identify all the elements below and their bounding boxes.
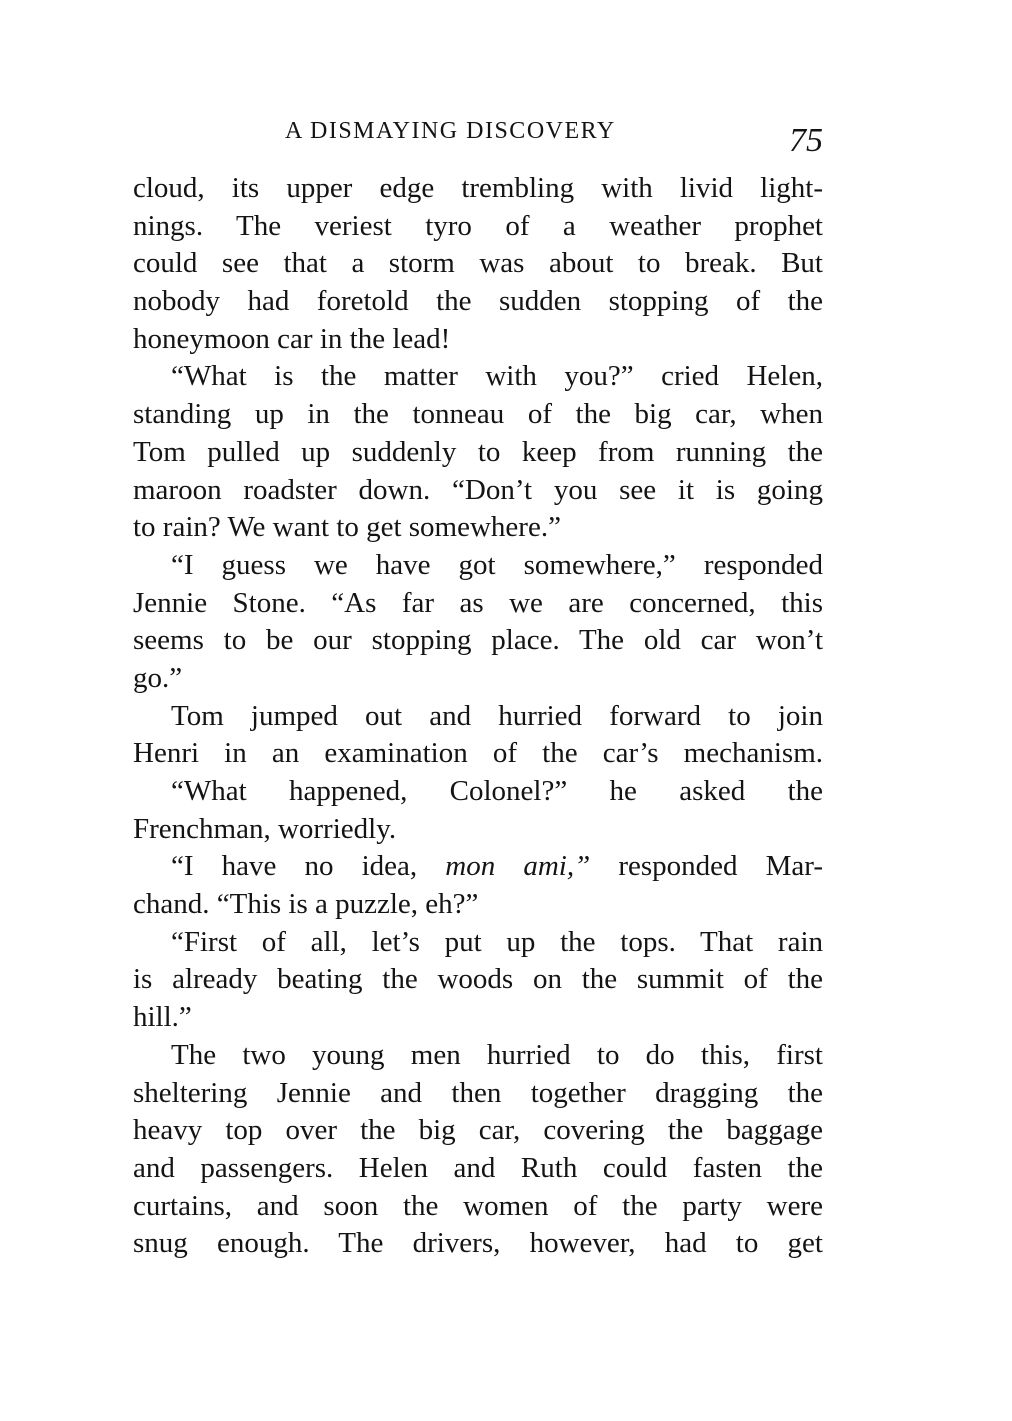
text-line: cloud, its upper edge trembling with livid light-	[133, 172, 823, 204]
text-line-with-italic	[133, 848, 823, 886]
text-line: nobody had foretold the sudden stopping of the	[133, 285, 823, 318]
text-line: could see that a storm was about to break. But	[133, 247, 823, 280]
text-line: to rain? We want to get somewhere.”	[133, 511, 561, 544]
text-line: “What is the matter with you?” cried Helen,	[171, 360, 823, 393]
text-line: hill.”	[133, 1001, 192, 1034]
text-line: standing up in the tonneau of the big car, when	[133, 398, 823, 431]
body-text	[133, 170, 823, 1263]
running-title: A DISMAYING DISCOVERY	[285, 118, 616, 144]
text-line: “What happened, Colonel?” he asked the	[171, 775, 823, 807]
text-line: snug enough. The drivers, however, had to get	[133, 1227, 823, 1260]
text-line: maroon roadster down. “Don’t you see it is going	[133, 473, 823, 506]
page-number: 75	[789, 122, 823, 159]
text-segment: “I have no idea,	[171, 850, 446, 883]
text-segment: responded Mar-	[590, 850, 823, 883]
text-line: and passengers. Helen and Ruth could fasten the	[133, 1151, 823, 1184]
running-head	[133, 112, 823, 162]
text-line: sheltering Jennie and then together dragging the	[133, 1076, 823, 1109]
text-line: “First of all, let’s put up the tops. That rain	[171, 925, 823, 958]
text-line: Tom jumped out and hurried forward to join	[171, 699, 823, 732]
italic-phrase: mon ami,”	[445, 850, 591, 883]
text-line: honeymoon car in the lead!	[133, 322, 451, 355]
text-line: nings. The veriest tyro of a weather prophet	[133, 209, 823, 242]
text-line: Tom pulled up suddenly to keep from running the	[133, 435, 823, 468]
text-line: go.”	[133, 661, 183, 694]
text-line: Frenchman, worriedly.	[133, 812, 397, 845]
text-line: The two young men hurried to do this, first	[171, 1038, 823, 1071]
text-line: Jennie Stone. “As far as we are concerned, this	[133, 586, 823, 619]
text-line: is already beating the woods on the summit of the	[133, 963, 823, 996]
text-line: heavy top over the big car, covering the baggage	[133, 1114, 823, 1147]
text-line: Henri in an examination of the car’s mechanism.	[133, 737, 823, 770]
text-line: seems to be our stopping place. The old car won’t	[133, 624, 823, 657]
text-line: “I guess we have got somewhere,” responded	[171, 548, 823, 581]
text-line: chand. “This is a puzzle, eh?”	[133, 888, 479, 921]
text-line: curtains, and soon the women of the party were	[133, 1189, 823, 1222]
